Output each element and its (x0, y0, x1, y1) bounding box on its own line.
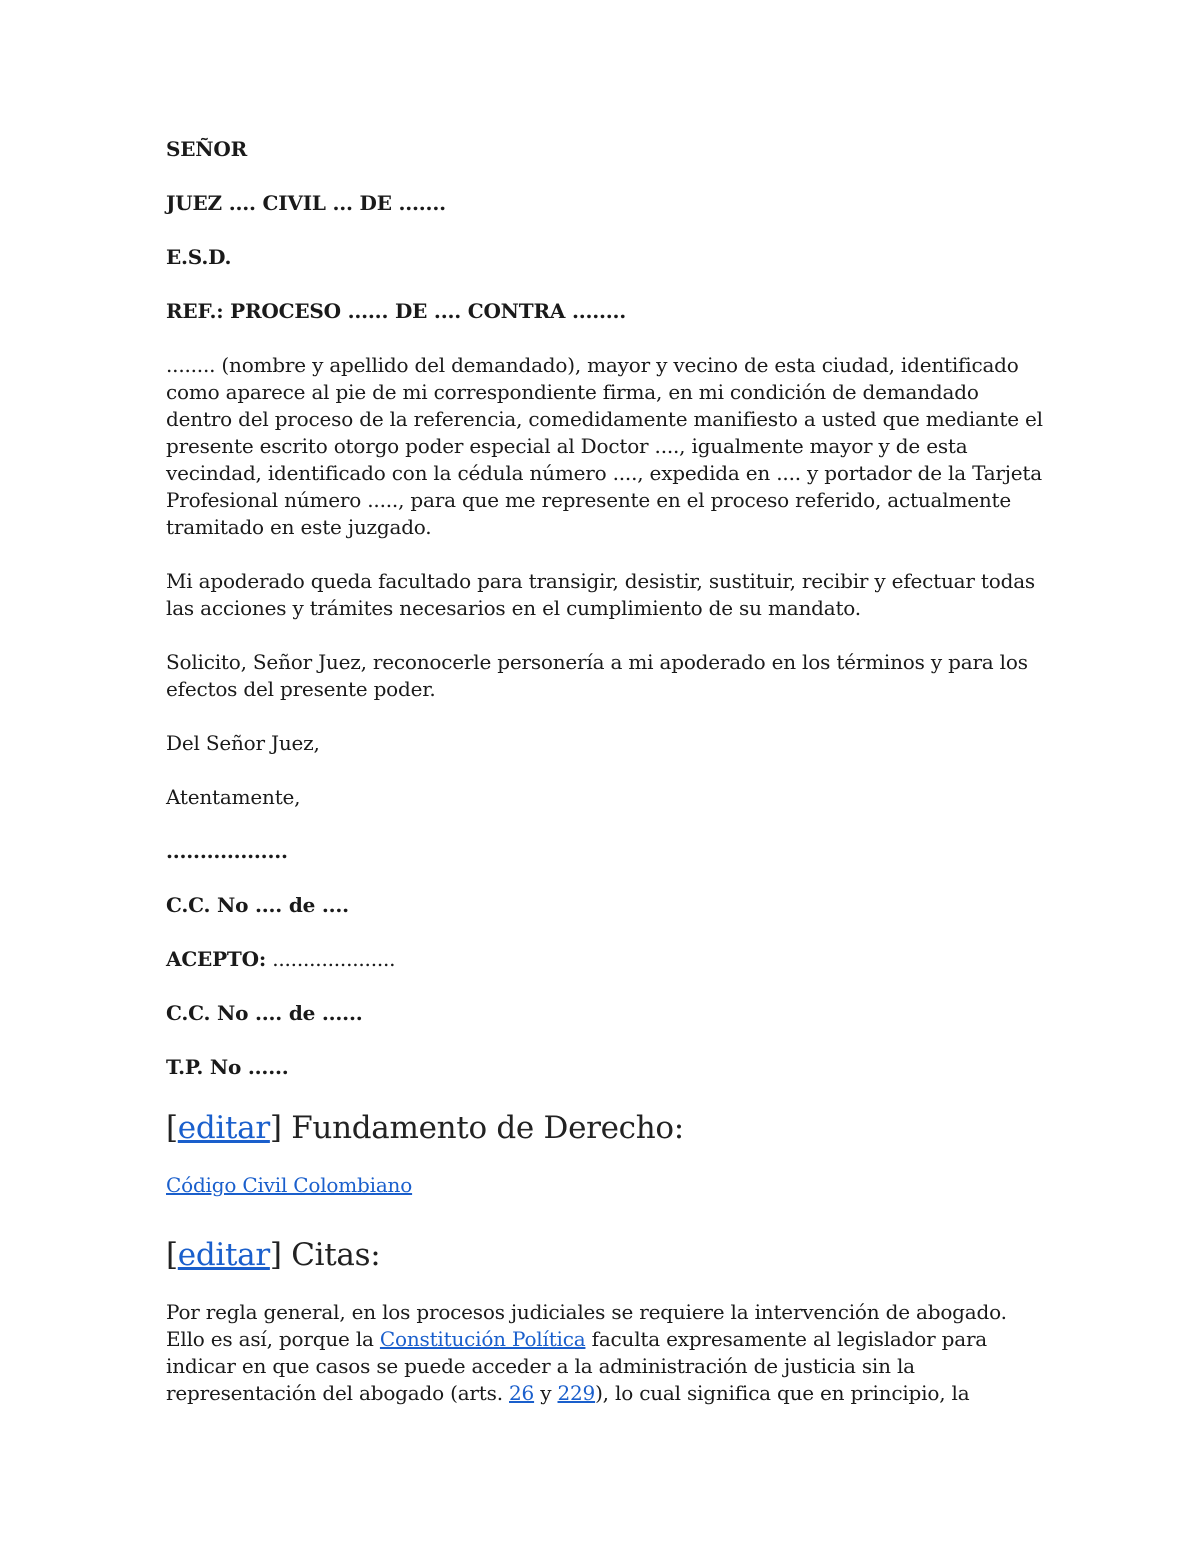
document-page (166, 136, 1046, 1434)
section-title-citas: Citas: (281, 1237, 381, 1273)
closing-salutation: Del Señor Juez, (166, 731, 320, 755)
codigo-civil-paragraph (166, 1172, 1046, 1199)
edit-link-citas[interactable]: editar (177, 1237, 270, 1273)
acepto-cc: C.C. No .... de ...... (166, 1001, 363, 1025)
constitucion-link[interactable]: Constitución Política (379, 1327, 586, 1351)
article-26-link[interactable]: 26 (509, 1381, 535, 1405)
addressee-esd: E.S.D. (166, 245, 232, 269)
addressee-title: SEÑOR (166, 137, 248, 161)
body-paragraph-1: ........ (nombre y apellido del demandado), mayor y vecino de esta ciudad, identificado como aparece al pie de mi correspondiente firma, en mi condición de demandado dentro del proceso de la referencia, comedidamente manifiesto a usted que mediante el presente escrito otorgo poder especial al Doctor ...., igualmente mayor y de esta vecindad, identificado con la cédula número ...., expedida en .... y portador de la Tarjeta Profesional número ....., para que me represente en el proceso referido, actualmente tramitado en este juzgado. (166, 353, 1043, 539)
reference-line: REF.: PROCESO ...... DE .... CONTRA ........ (166, 299, 627, 323)
acepto-dots: .................... (272, 947, 396, 971)
codigo-civil-link[interactable]: Código Civil Colombiano (166, 1173, 413, 1197)
acepto-label: ACEPTO: (166, 947, 267, 971)
section-title-fundamento: Fundamento de Derecho: (281, 1110, 684, 1146)
addressee-judge: JUEZ .... CIVIL ... DE ....... (166, 191, 446, 215)
section-heading-fundamento: [editar] Fundamento de Derecho: (166, 1110, 684, 1146)
article-229-link[interactable]: 229 (557, 1381, 596, 1405)
signature-cc: C.C. No .... de .... (166, 893, 349, 917)
edit-link-fundamento[interactable]: editar (177, 1110, 270, 1146)
body-paragraph-2: Mi apoderado queda facultado para transigir, desistir, sustituir, recibir y efectuar todas las acciones y trámites necesarios en el cumplimiento de su mandato. (166, 569, 1035, 620)
body-paragraph-3: Solicito, Señor Juez, reconocerle personería a mi apoderado en los términos y para los efectos del presente poder. (166, 650, 1028, 701)
tarjeta-profesional: T.P. No ...... (166, 1055, 289, 1079)
citas-paragraph: Por regla general, en los procesos judiciales se requiere la intervención de abogado. Ello es así, porque la Constitución Política faculta expresamente al legislador para indicar en que casos se puede acceder a la administración de justicia sin la representación del abogado (arts. 26 y 229), lo cual significa que en principio, la (166, 1300, 1007, 1405)
closing-regards: Atentamente, (166, 785, 301, 809)
acepto-line (166, 946, 1046, 973)
signature-line: .................. (166, 839, 288, 863)
section-heading-citas: [editar] Citas: (166, 1237, 381, 1273)
